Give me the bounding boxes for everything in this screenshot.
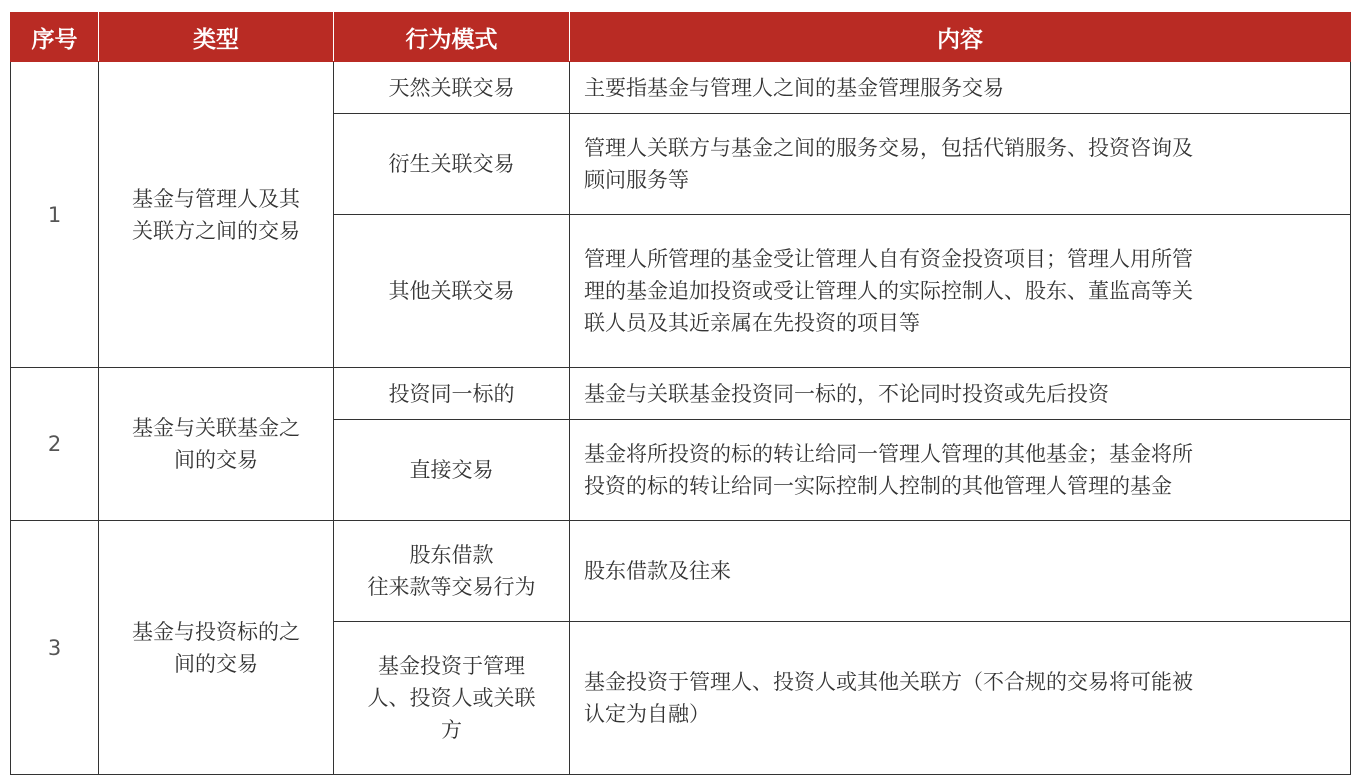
pattern-cell: 其他关联交易 (334, 215, 570, 368)
content-cell: 管理人所管理的基金受让管理人自有资金投资项目；管理人用所管 理的基金追加投资或受让管理人的实际控制人、股东、董监高等关 联人员及其近亲属在先投资的项目等 (570, 215, 1351, 368)
content-cell: 管理人关联方与基金之间的服务交易，包括代销服务、投资咨询及 顾问服务等 (570, 114, 1351, 215)
table-row (11, 62, 1351, 114)
table-row (11, 368, 1351, 420)
group-type-cell: 基金与投资标的之 间的交易 (99, 521, 334, 775)
content-cell: 基金与关联基金投资同一标的，不论同时投资或先后投资 (570, 368, 1351, 420)
pattern-cell: 直接交易 (334, 420, 570, 521)
content-cell: 基金将所投资的标的转让给同一管理人管理的其他基金；基金将所 投资的标的转让给同一实际控制人控制的其他管理人管理的基金 (570, 420, 1351, 521)
header-number: 序号 (11, 13, 99, 62)
header-type: 类型 (99, 13, 334, 62)
pattern-cell: 基金投资于管理 人、投资人或关联 方 (334, 622, 570, 775)
content-cell: 主要指基金与管理人之间的基金管理服务交易 (570, 62, 1351, 114)
content-cell: 基金投资于管理人、投资人或其他关联方（不合规的交易将可能被 认定为自融） (570, 622, 1351, 775)
table-row (11, 521, 1351, 622)
related-party-transactions-table (10, 12, 1351, 775)
pattern-cell: 天然关联交易 (334, 62, 570, 114)
content-cell: 股东借款及往来 (570, 521, 1351, 622)
pattern-cell: 股东借款 往来款等交易行为 (334, 521, 570, 622)
group-number-cell: 1 (11, 62, 99, 368)
group-number-cell: 3 (11, 521, 99, 775)
pattern-cell: 投资同一标的 (334, 368, 570, 420)
header-pattern: 行为模式 (334, 13, 570, 62)
pattern-cell: 衍生关联交易 (334, 114, 570, 215)
group-number-cell: 2 (11, 368, 99, 521)
header-row (11, 13, 1351, 62)
group-type-cell: 基金与关联基金之 间的交易 (99, 368, 334, 521)
group-type-cell: 基金与管理人及其 关联方之间的交易 (99, 62, 334, 368)
header-content: 内容 (570, 13, 1351, 62)
